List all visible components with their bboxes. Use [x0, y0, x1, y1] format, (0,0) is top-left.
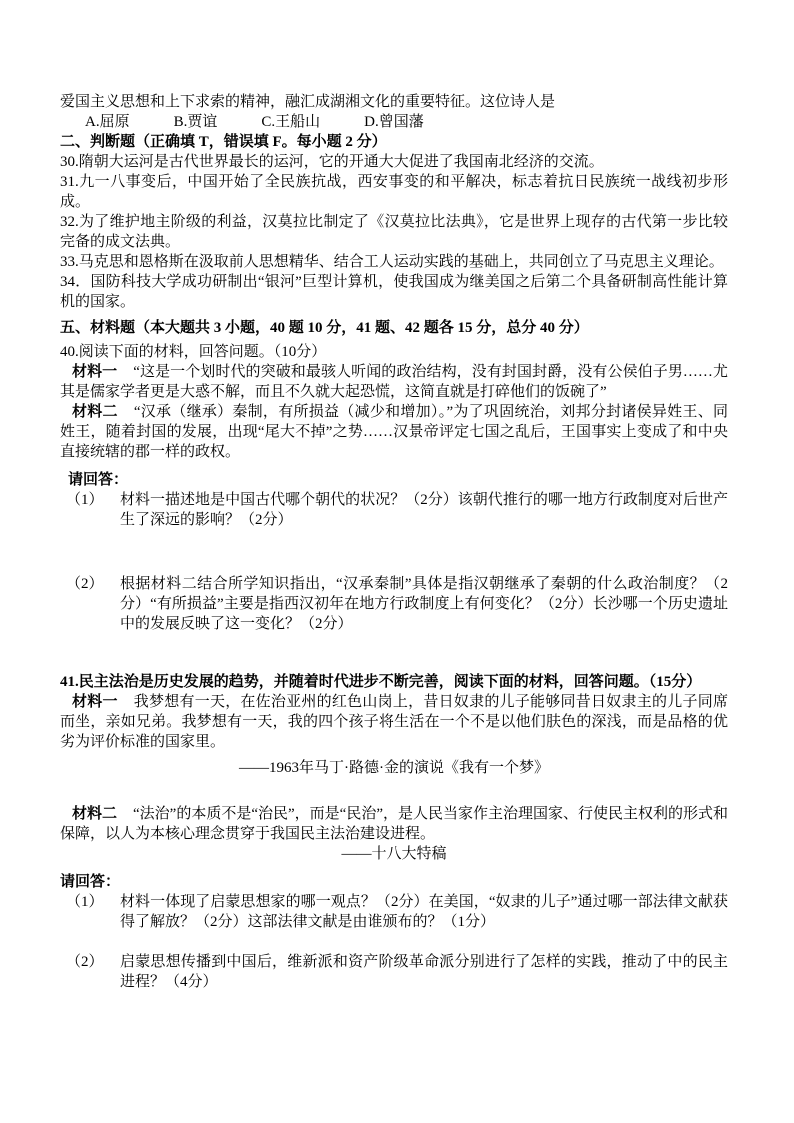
- answer-space: [60, 530, 728, 574]
- q41-subquestion-2-text: 启蒙思想传播到中国后，维新派和资产阶级革命派分别进行了怎样的实践，推动了中的民主进程？（4分）: [120, 954, 728, 990]
- judgment-item-31: 31.九一八事变后，中国开始了全民族抗战，西安事变的和平解决，标志着抗日民族统一战线初步形成。: [60, 174, 728, 210]
- judgment-item-32: 32.为了维护地主阶级的利益，汉莫拉比制定了《汉莫拉比法典》，它是世界上现存的古代第一步比较完备的成文法典。: [60, 214, 728, 250]
- section-material-heading: 五、材料题（本大题共 3 小题，40 题 10 分，41 题、42 题各 15 分，总分 40 分）: [60, 320, 589, 336]
- q40-answer-prompt: 请回答：: [68, 472, 129, 488]
- option-b: B.贾谊: [173, 114, 218, 130]
- q41-material-1: [60, 692, 728, 752]
- q40-subquestion-1: [60, 490, 728, 530]
- q40-subquestion-2-number: （2）: [66, 576, 104, 592]
- q41-subquestion-1-text: 材料一体现了启蒙思想家的哪一观点？（2分）在美国，“奴隶的儿子”通过哪一部法律文献获得了解放？（2分）这部法律文献是由谁颁布的？（1分）: [120, 894, 728, 930]
- q41-material-2-text: “法治”的本质不是“治民”，而是“民治”，是人民当家作主治理国家、行使民主权利的形式和保障，以人为本核心理念贯穿于我国民主法治建设进程。: [60, 806, 728, 842]
- q40-subquestion-2: [60, 574, 728, 634]
- judgment-item-33: 33.马克思和恩格斯在汲取前人思想精华、结合工人运动实践的基础上，共同创立了马克思主义理论。: [60, 254, 724, 270]
- answer-options-row: [60, 112, 728, 132]
- option-c: C.王船山: [261, 114, 321, 130]
- q41-subquestion-2: [60, 952, 728, 992]
- q41-title: 41.民主法治是历史发展的趋势，并随着时代进步不断完善，阅读下面的材料，回答问题。（15分）: [60, 674, 702, 690]
- q41-answer-prompt: 请回答：: [60, 874, 121, 890]
- q41-subquestion-1: [60, 892, 728, 932]
- q41-material-1-text: 我梦想有一天，在佐治亚州的红色山岗上，昔日奴隶的儿子能够同昔日奴隶主的儿子同席而坐，亲如兄弟。我梦想有一天，我的四个孩子将生活在一个不是以他们肤色的深浅，而是品格的优劣为评价标准的国家里。: [60, 694, 728, 750]
- q40-title: 40.阅读下面的材料，回答问题。（10分）: [60, 344, 327, 360]
- q41-material-1-label: 材料一: [72, 694, 118, 710]
- judgment-item-30: 30.隋朝大运河是古代世界最长的运河，它的开通大大促进了我国南北经济的交流。: [60, 154, 604, 170]
- q41-material-2-source: ——十八大特稿: [341, 846, 447, 862]
- option-d: D.曾国藩: [364, 114, 424, 130]
- answer-space: [60, 634, 728, 672]
- answer-space: [60, 932, 728, 952]
- q40-material-1-text: “这是一个划时代的突破和最骇人听闻的政治结构，没有封国封爵，没有公侯伯子男……尤其是儒家学者更是大惑不解，而且不久就大起恐慌，这简直就是打碎他们的饭碗了”: [60, 364, 728, 400]
- q40-material-2-text: “汉承（继承）秦制，有所损益（减少和增加）。”为了巩固统治，刘邦分封诸侯异姓王、同姓王，随着封国的发展，出现“尾大不掉”之势……汉景帝评定七国之乱后，王国事实上变成了和中央直接统辖的郡一样的政权。: [60, 404, 728, 460]
- question-stem: 爱国主义思想和上下求索的精神，融汇成湖湘文化的重要特征。这位诗人是: [60, 94, 556, 110]
- q40-material-2-label: 材料二: [72, 404, 118, 420]
- q41-subquestion-2-number: （2）: [66, 954, 104, 970]
- q41-material-2-label: 材料二: [72, 806, 118, 822]
- q40-material-2: [60, 402, 728, 462]
- option-a: A.屈原: [85, 114, 130, 130]
- section-judgment-heading: 二、判断题（正确填 T，错误填 F。每小题 2 分）: [60, 134, 387, 150]
- q40-material-1: [60, 362, 728, 402]
- q40-material-1-label: 材料一: [72, 364, 118, 380]
- q41-material-2: [60, 804, 728, 844]
- q40-subquestion-1-number: （1）: [66, 492, 104, 508]
- q40-subquestion-1-text: 材料一描述地是中国古代哪个朝代的状况？（2分）该朝代推行的哪一地方行政制度对后世产生了深远的影响？（2分）: [120, 492, 728, 528]
- q41-subquestion-1-number: （1）: [66, 894, 104, 910]
- judgment-item-34: 34．国防科技大学成功研制出“银河”巨型计算机，使我国成为继美国之后第二个具备研制高性能计算机的国家。: [60, 274, 728, 310]
- q40-subquestion-2-text: 根据材料二结合所学知识指出，“汉承秦制”具体是指汉朝继承了秦朝的什么政治制度？（2分）“有所损益”主要是指西汉初年在地方行政制度上有何变化？（2分）长沙哪一个历史遗址中的发展反映了这一变化？（2分）: [120, 576, 728, 632]
- q41-material-1-source: ——1963年马丁·路德·金的演说《我有一个梦》: [239, 760, 549, 776]
